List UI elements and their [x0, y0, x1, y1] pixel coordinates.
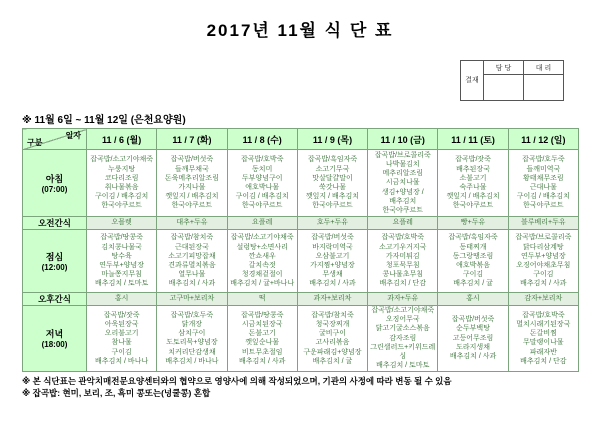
- menu-item: 무말랭이나물: [523, 339, 564, 347]
- menu-row-dinner: [23, 306, 579, 372]
- menu-item: 황태채무조림: [523, 174, 564, 182]
- menu-item: 깻잎지 / 배추김치: [165, 193, 219, 201]
- snack-cell: [508, 217, 578, 230]
- menu-item: 멸치시래기된장국: [516, 320, 571, 328]
- menu-item: 잡곡밥/참치죽: [170, 234, 214, 242]
- menu-item: 굴비구이: [318, 330, 347, 338]
- menu-item: 소고기피망잡채: [168, 252, 216, 260]
- menu-item: 파래자반: [529, 348, 557, 356]
- menu-item: 한국야쿠르트: [312, 202, 353, 210]
- menu-item: 잡곡밥/버섯죽: [170, 156, 214, 164]
- snack-cell: [227, 293, 297, 306]
- day-header: 11 / 11 (토): [438, 129, 508, 150]
- menu-item: 구이김: [462, 271, 484, 279]
- menu-cell: [297, 150, 367, 217]
- menu-item: 돈갈비찜: [529, 330, 557, 338]
- menu-item: 한국야쿠르트: [171, 202, 213, 210]
- row-label-afternoon-snack: 오후간식: [23, 293, 87, 306]
- snack-cell: [297, 293, 367, 306]
- menu-item: 취나물볶음: [104, 184, 139, 191]
- week-range-note: ※ 11월 6일 ~ 11월 12일 (은천요양원): [22, 115, 186, 126]
- menu-item: 연두부+양념장: [99, 262, 144, 269]
- menu-item: 잡곡밥/호박죽: [240, 156, 284, 164]
- menu-item: 대추+두유: [176, 219, 208, 227]
- menu-item: 누룽지탕: [108, 165, 136, 173]
- menu-item: 배추김치 / 단감: [379, 280, 426, 288]
- menu-cell: [508, 150, 578, 217]
- menu-cell: [157, 230, 227, 293]
- menu-item: 아욱된장국: [104, 320, 139, 328]
- menu-item: 떡: [258, 295, 266, 303]
- menu-row-morning-snack: [23, 217, 579, 230]
- menu-item: 구이김: [533, 271, 554, 279]
- menu-item: 메추리알조림: [382, 170, 424, 178]
- menu-item: 근대나물: [529, 184, 557, 191]
- menu-cell: [227, 230, 297, 293]
- menu-item: 두부양념구이: [241, 174, 283, 182]
- menu-item: 삼치구이: [178, 330, 206, 338]
- menu-item: 근대된장국: [175, 243, 209, 251]
- menu-item: 참나물: [111, 339, 132, 347]
- menu-item: 돈육메추리알조림: [164, 174, 219, 182]
- menu-item: 호두+두유: [316, 219, 349, 227]
- menu-item: 동태찌개: [459, 243, 487, 251]
- snack-cell: [227, 217, 297, 230]
- menu-item: 잡곡밥/호박죽: [381, 234, 425, 242]
- menu-item: 잡곡밥/버섯죽: [451, 316, 495, 324]
- menu-item: 잡곡밥/참치죽: [311, 311, 354, 319]
- day-header: 11 / 8 (수): [227, 129, 297, 150]
- menu-item: 배추김치 / 토마토: [376, 362, 430, 370]
- menu-item: 구이김 / 배추김치: [95, 193, 149, 201]
- menu-item: 맛살달걀말이: [312, 174, 353, 182]
- menu-cell: [438, 306, 508, 372]
- menu-item: 잡곡밥/호두죽: [170, 311, 214, 319]
- menu-item: 청경채겉절이: [241, 271, 283, 279]
- menu-item: 쑥갓나물: [318, 184, 347, 191]
- menu-item: 콩나물초무침: [382, 271, 424, 279]
- menu-item: 요플레: [252, 219, 273, 227]
- menu-item: 코다리조림: [104, 174, 139, 182]
- menu-item: 배추김치 / 토마토: [95, 280, 149, 288]
- menu-item: 배추김치 / 귤: [453, 280, 493, 288]
- menu-item: 시금치나물: [385, 179, 420, 187]
- menu-item: 소불고기: [459, 174, 487, 182]
- menu-cell: [368, 306, 438, 372]
- menu-item: 동치미: [252, 165, 273, 173]
- menu-cell: [368, 150, 438, 217]
- corner-label-category: 구분: [27, 138, 43, 147]
- menu-item: 오믈렛: [111, 219, 132, 227]
- menu-table: [22, 128, 579, 372]
- menu-item: 갈치속젓: [248, 262, 276, 269]
- menu-item: 홍시: [466, 295, 480, 303]
- menu-item: 감자조림: [389, 334, 417, 342]
- page-title: 2017년 11월 식 단 표: [206, 21, 394, 40]
- menu-item: 숙주나물: [459, 184, 487, 191]
- menu-item: 잡곡밥/잣죽: [455, 156, 491, 164]
- menu-item: 잡곡밥/호두죽: [522, 156, 565, 164]
- menu-item: 도토리묵+양념장: [166, 339, 218, 347]
- menu-cell: [438, 150, 508, 217]
- menu-item: 바지락미역국: [312, 243, 353, 251]
- menu-item: 연두부+양념장: [521, 252, 566, 260]
- row-label-lunch: 점심 (12:00): [23, 230, 87, 293]
- menu-item: 배추김치 / 사과: [238, 357, 286, 365]
- approval-col-deputy: 대 리: [524, 61, 564, 75]
- menu-item: 구이김 / 배추김치: [235, 193, 289, 201]
- menu-row-breakfast: [23, 150, 579, 217]
- menu-item: 배추김치 / 사과: [520, 280, 567, 288]
- menu-item: 고구마+보리차: [169, 295, 215, 303]
- snack-cell: [157, 217, 227, 230]
- menu-item: 순두부백탕: [456, 325, 490, 333]
- row-label-breakfast: 아침 (07:00): [23, 150, 87, 217]
- menu-item: 돈불고기: [248, 330, 276, 338]
- menu-item: 고사리볶음: [315, 339, 350, 347]
- menu-item: 깐쇼새우: [248, 252, 276, 260]
- menu-item: 배추김치 / 사과: [309, 280, 356, 288]
- menu-item: 가지나물: [178, 184, 206, 191]
- menu-item: 한국야쿠르트: [452, 202, 494, 210]
- menu-item: 배추김치 / 바나나: [95, 357, 149, 365]
- menu-item: 소고기무국: [315, 165, 350, 173]
- menu-item: 배추김치 / 바나나: [165, 357, 219, 365]
- snack-cell: [438, 293, 508, 306]
- menu-item: 애호박볶음: [456, 262, 490, 269]
- menu-item: 가자미튀김: [385, 252, 420, 260]
- row-label-morning-snack: 오전간식: [23, 217, 87, 230]
- menu-item: 닭개장: [181, 320, 203, 328]
- menu-item: 잡곡밥/소고기야채죽: [230, 234, 294, 242]
- menu-item: 잡곡밥/흑임자죽: [307, 156, 358, 164]
- menu-item: 배추김치 / 사과: [168, 280, 216, 288]
- menu-item: 구운파래김+양념장: [303, 348, 362, 356]
- menu-item: 잡곡밥/소고기야채죽: [371, 307, 435, 314]
- menu-item: 잡곡밥/땅콩죽: [240, 311, 284, 319]
- menu-item: 들깨무채국: [175, 165, 209, 173]
- menu-item: 잡곡밥/버섯죽: [311, 234, 354, 242]
- menu-item: 김치콩나물국: [101, 243, 142, 251]
- menu-item: 치커리단감생채: [168, 348, 216, 356]
- approval-signature-cell: [524, 75, 564, 101]
- menu-item: 비트무초절임: [241, 348, 283, 356]
- menu-item: 깻잎순나물: [245, 339, 280, 347]
- menu-item: 닭다리삼계탕: [523, 243, 564, 251]
- menu-item: 가지찜+양념장: [310, 262, 355, 269]
- snack-cell: [87, 217, 157, 230]
- menu-item: 홍시: [114, 295, 129, 303]
- corner-cell: [23, 129, 87, 150]
- menu-item: 설렁탕+소면사리: [236, 243, 288, 251]
- menu-cell: [297, 230, 367, 293]
- menu-row-afternoon-snack: [23, 293, 579, 306]
- day-header-row: [23, 129, 579, 150]
- menu-item: 블루베리+두유: [521, 219, 566, 227]
- menu-cell: [508, 306, 578, 372]
- menu-cell: [87, 230, 157, 293]
- snack-cell: [508, 293, 578, 306]
- menu-item: 견과류멸치볶음: [168, 262, 216, 269]
- menu-item: 한국야쿠르트: [382, 207, 424, 215]
- menu-item: 열무나물: [178, 271, 206, 279]
- menu-item: 오징어야채초무침: [516, 262, 571, 269]
- menu-item: 잡곡밥/땅콩죽: [100, 234, 143, 242]
- day-header: 11 / 7 (화): [157, 129, 227, 150]
- menu-item: 과자+두유: [387, 295, 419, 303]
- menu-item: 나박물김치: [385, 160, 420, 168]
- menu-item: 잡곡밥/흑임자죽: [448, 234, 498, 242]
- day-header: 11 / 9 (목): [297, 129, 367, 150]
- menu-item: 배추김치 / 귤: [312, 357, 353, 365]
- menu-item: 고등어무조림: [452, 334, 494, 342]
- menu-item: 도라지생채: [456, 343, 490, 351]
- row-label-dinner: 저녁 (18:00): [23, 306, 87, 372]
- menu-item: 마늘쫑지무침: [101, 271, 142, 279]
- menu-item: 애호박나물: [245, 184, 280, 191]
- menu-item: 한국야쿠르트: [241, 202, 283, 210]
- menu-item: 깻잎지 / 배추김치: [305, 193, 360, 201]
- menu-item: 동그랑땡조림: [452, 252, 494, 260]
- day-header: 11 / 10 (금): [368, 129, 438, 150]
- snack-cell: [438, 217, 508, 230]
- menu-item: 무생채: [322, 271, 343, 279]
- menu-item: 닭고기굴소스볶음: [375, 325, 430, 333]
- menu-item: 오삼불고기: [315, 252, 350, 260]
- menu-item: 한국야쿠르트: [523, 202, 564, 210]
- menu-item: 구이김 / 배추김치: [516, 193, 570, 201]
- approval-col-manager: 담 당: [484, 61, 524, 75]
- menu-body: [23, 150, 579, 372]
- menu-item: 구이김: [111, 348, 132, 356]
- menu-item: 배추김치 / 단감: [520, 357, 567, 365]
- day-header: 11 / 6 (월): [87, 129, 157, 150]
- menu-item: 깻잎지 / 배추김치: [446, 193, 500, 201]
- menu-item: 오리불고기: [104, 330, 139, 338]
- snack-cell: [297, 217, 367, 230]
- menu-item: 생김+양념장 /: [381, 188, 424, 196]
- menu-item: 시금치된장국: [241, 320, 283, 328]
- menu-item: 잡곡밥/호박죽: [522, 311, 565, 319]
- menu-item: 오징어무국: [385, 316, 420, 324]
- menu-item: 잡곡밥/소고기야채죽: [90, 156, 154, 164]
- menu-item: 요플레: [392, 219, 413, 227]
- menu-item: 배추김치: [389, 197, 417, 205]
- menu-item: 그린샐러드+키위드레싱: [370, 343, 436, 361]
- menu-item: 배추김치 / 사과: [449, 353, 497, 361]
- snack-cell: [368, 217, 438, 230]
- menu-cell: [157, 150, 227, 217]
- day-header: 11 / 12 (일): [508, 129, 578, 150]
- menu-cell: [368, 230, 438, 293]
- menu-item: 청국장찌개: [315, 320, 350, 328]
- menu-cell: [508, 230, 578, 293]
- corner-label-date: 일자: [65, 131, 81, 140]
- snack-cell: [157, 293, 227, 306]
- snack-cell: [87, 293, 157, 306]
- menu-item: 청포묵무침: [385, 262, 420, 269]
- menu-item: 배추김치 / 귤+바나나: [230, 280, 295, 288]
- menu-item: 잡곡밥/잣죽: [103, 311, 140, 319]
- footnote-line: ※ 잡곡밥: 현미, 보리, 조, 흑미 콩또는(넝쿨콩) 혼합: [22, 387, 211, 398]
- menu-item: 빵+두유: [460, 219, 486, 227]
- menu-item: 탕수육: [111, 252, 132, 260]
- menu-cell: [87, 306, 157, 372]
- menu-cell: [227, 150, 297, 217]
- menu-cell: [297, 306, 367, 372]
- menu-item: 과자+보리차: [313, 295, 352, 303]
- menu-cell: [157, 306, 227, 372]
- menu-item: 한국야쿠르트: [101, 202, 142, 210]
- approval-stamp-label: 결재: [461, 61, 484, 101]
- menu-row-lunch: [23, 230, 579, 293]
- footnote-line: ※ 본 식단표는 관악치매전문요양센터와의 협약으로 영양사에 의해 작성되었으며, 기관의 사정에 따라 변동 될 수 있음: [22, 375, 452, 386]
- menu-item: 잡곡밥/브로콜리죽: [515, 234, 572, 242]
- menu-cell: [227, 306, 297, 372]
- menu-item: 들깨미역국: [526, 165, 561, 173]
- menu-cell: [87, 150, 157, 217]
- approval-signature-cell: [484, 75, 524, 101]
- menu-item: 소고기우거지국: [379, 243, 427, 251]
- approval-box: [460, 60, 564, 101]
- menu-item: 잡곡밥/브로콜리죽: [374, 151, 431, 159]
- footnotes: [22, 375, 600, 399]
- menu-item: 감자+보리차: [524, 295, 563, 303]
- menu-cell: [438, 230, 508, 293]
- snack-cell: [368, 293, 438, 306]
- menu-item: 배추된장국: [456, 165, 490, 173]
